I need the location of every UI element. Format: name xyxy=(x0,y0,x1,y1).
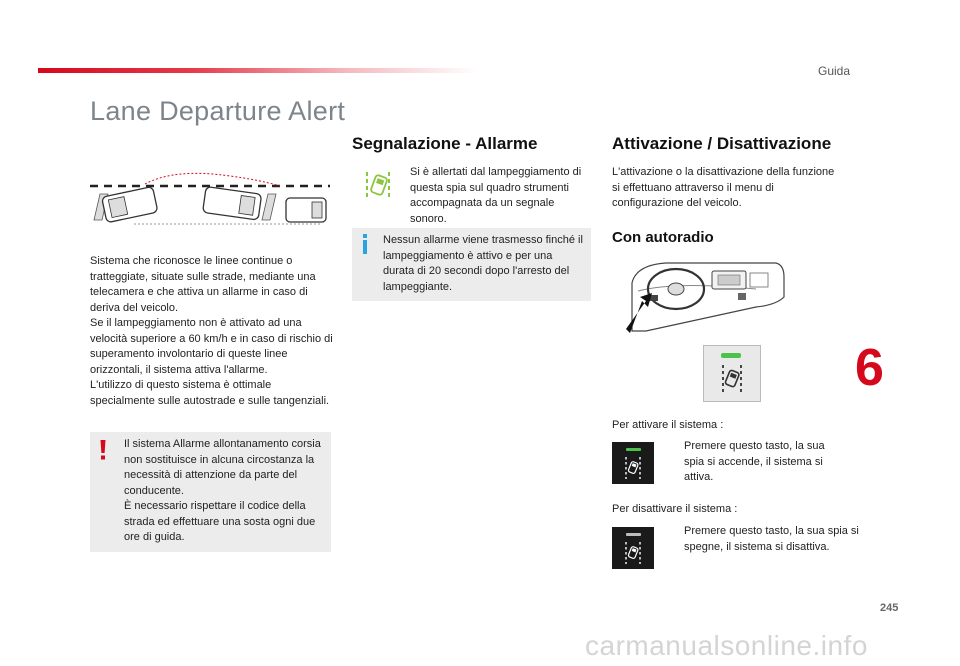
alert-heading: Segnalazione - Allarme xyxy=(352,134,538,153)
warning-box xyxy=(90,432,331,552)
lane-button-on[interactable] xyxy=(612,442,654,484)
activate-instruction xyxy=(664,439,839,486)
deactivate-bullet-text: Premere questo tasto, la sua spia si spegne, il sistema si disattiva. xyxy=(684,525,859,553)
lane-departure-illustration xyxy=(90,164,330,228)
section-label: Guida xyxy=(818,64,851,78)
lane-warning-lamp-icon xyxy=(364,168,392,202)
info-icon xyxy=(361,234,369,254)
lane-button-closeup xyxy=(703,345,761,402)
activate-bullet-text: Premere questo tasto, la sua spia si accende, il sistema si attiva. xyxy=(684,440,825,483)
lane-departure-icon xyxy=(624,456,642,480)
warning-text: Il sistema Allarme allontanamento corsia non sostituisce in alcuna circostanza la necessità di attenzione da parte del conducente. È necessario rispettare il codice della strada ed effettuare una sosta ogni due ore di guida. xyxy=(124,438,321,543)
header-accent-bar xyxy=(38,68,478,73)
led-on-indicator xyxy=(721,353,741,358)
activate-label: Per attivare il sistema : xyxy=(612,419,724,431)
watermark: carmanualsonline.info xyxy=(585,630,868,661)
lane-departure-icon xyxy=(624,541,642,565)
info-text: Nessun allarme viene trasmesso finché il lampeggiamento è attivo e per una durata di 20 secondi dopo l'arresto del lampeggiante. xyxy=(383,234,583,293)
exclamation-warning-icon xyxy=(99,440,107,460)
deactivate-instruction xyxy=(664,524,859,555)
dashboard-illustration xyxy=(626,257,786,335)
page-number: 245 xyxy=(880,602,899,614)
deactivate-label: Per disattivare il sistema : xyxy=(612,503,738,515)
radio-subheading: Con autoradio xyxy=(612,229,714,246)
lane-departure-icon xyxy=(720,363,744,395)
chapter-number: 6 xyxy=(855,339,884,397)
page-title: Lane Departure Alert xyxy=(90,96,346,126)
bullet-marker xyxy=(664,524,684,555)
bullet-marker xyxy=(664,439,684,486)
system-description: Sistema che riconosce le linee continue o tratteggiate, situate sulle strade, mediante una telecamera e che attiva un allarme in caso di deriva del veicolo. Se il lampeggiamento non è attivato ad una velocità superiore a 60 km/h e in caso di rischio di superamento involontario di queste linee orizzontali, il sistema attiva l'allarme. L'utilizzo di questo sistema è ottimale specialmente sulle autostrade e sulle tangenziali. xyxy=(90,255,333,407)
activation-heading: Attivazione / Disattivazione xyxy=(612,134,832,153)
led-on-indicator xyxy=(626,448,641,451)
activation-intro: L'attivazione o la disattivazione della funzione si effettuano attraverso il menu di configurazione del veicolo. xyxy=(612,166,835,209)
info-box xyxy=(352,228,591,301)
alert-description: Si è allertati dal lampeggiamento di questa spia sul quadro strumenti accompagnata da un segnale sonoro. xyxy=(410,166,582,225)
led-off-indicator xyxy=(626,533,641,536)
lane-button-off[interactable] xyxy=(612,527,654,569)
